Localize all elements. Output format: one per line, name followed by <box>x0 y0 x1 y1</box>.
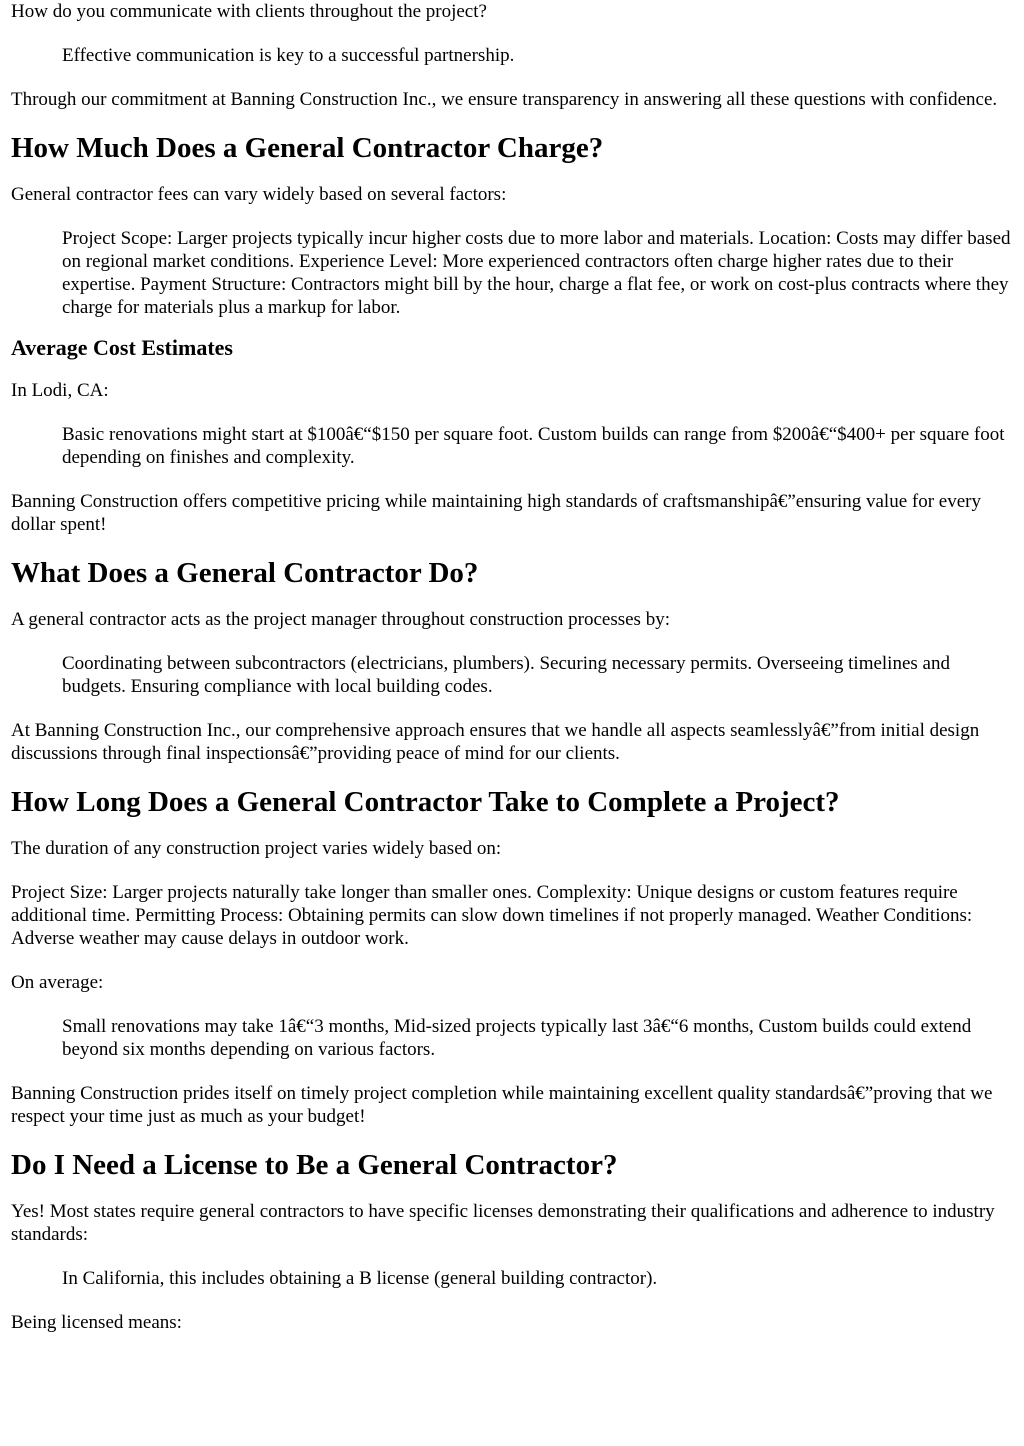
charge-intro: General contractor fees can vary widely based on several factors: <box>11 184 507 205</box>
charge-factors: Project Scope: Larger projects typically incur higher costs due to more labor and materials. Location: Costs may differ based on regional market conditions. Experience Level: More experienced contractors often charge higher rates due to their expertise. Payment Structure: Contractors might bill by the hour, charge a flat fee, or work on cost-plus contracts where they charge for materials plus a markup for labor. <box>62 228 1011 318</box>
heading-license: Do I Need a License to Be a General Contractor? <box>11 1149 618 1181</box>
charge-closing: Banning Construction offers competitive pricing while maintaining high standards of craftsmanshipâ€”ensuring value for every dollar spent! <box>11 491 981 535</box>
charge-location: In Lodi, CA: <box>11 380 109 401</box>
intro-question: How do you communicate with clients throughout the project? <box>11 1 487 22</box>
heading-average-cost: Average Cost Estimates <box>11 335 233 360</box>
role-closing: At Banning Construction Inc., our comprehensive approach ensures that we handle all aspects seamlesslyâ€”from initial design discussions through final inspectionsâ€”providing peace of mind for our clients. <box>11 720 980 764</box>
duration-factors: Project Size: Larger projects naturally take longer than smaller ones. Complexity: Unique designs or custom features require additional time. Permitting Process: Obtaining permits can slow down timelines if not properly managed. Weather Conditions: Adverse weather may cause delays in outdoor work. <box>11 882 973 949</box>
license-intro: Yes! Most states require general contractors to have specific licenses demonstrating their qualifications and adherence to industry standards: <box>11 1201 995 1245</box>
duration-averages: Small renovations may take 1â€“3 months, Mid-sized projects typically last 3â€“6 months, Custom builds could extend beyond six months depending on various factors. <box>62 1016 972 1060</box>
role-intro: A general contractor acts as the project manager throughout construction processes by: <box>11 609 670 630</box>
license-california: In California, this includes obtaining a B license (general building contractor). <box>62 1268 658 1289</box>
intro-closing: Through our commitment at Banning Construction Inc., we ensure transparency in answering all these questions with confidence. <box>11 89 998 110</box>
role-duties: Coordinating between subcontractors (electricians, plumbers). Securing necessary permits. Overseeing timelines and budgets. Ensuring compliance with local building codes. <box>62 653 950 697</box>
duration-intro: The duration of any construction project varies widely based on: <box>11 838 502 859</box>
license-means-label: Being licensed means: <box>11 1312 182 1333</box>
duration-average-label: On average: <box>11 972 104 993</box>
charge-estimates: Basic renovations might start at $100â€“$150 per square foot. Custom builds can range from $200â€“$400+ per square foot depending on finishes and complexity. <box>62 424 1005 468</box>
duration-closing: Banning Construction prides itself on timely project completion while maintaining excellent quality standardsâ€”proving that we respect your time just as much as your budget! <box>11 1083 993 1127</box>
heading-duration: How Long Does a General Contractor Take to Complete a Project? <box>11 786 840 818</box>
heading-charge: How Much Does a General Contractor Charge? <box>11 132 604 164</box>
intro-quote: Effective communication is key to a successful partnership. <box>62 45 515 66</box>
heading-role: What Does a General Contractor Do? <box>11 557 479 589</box>
